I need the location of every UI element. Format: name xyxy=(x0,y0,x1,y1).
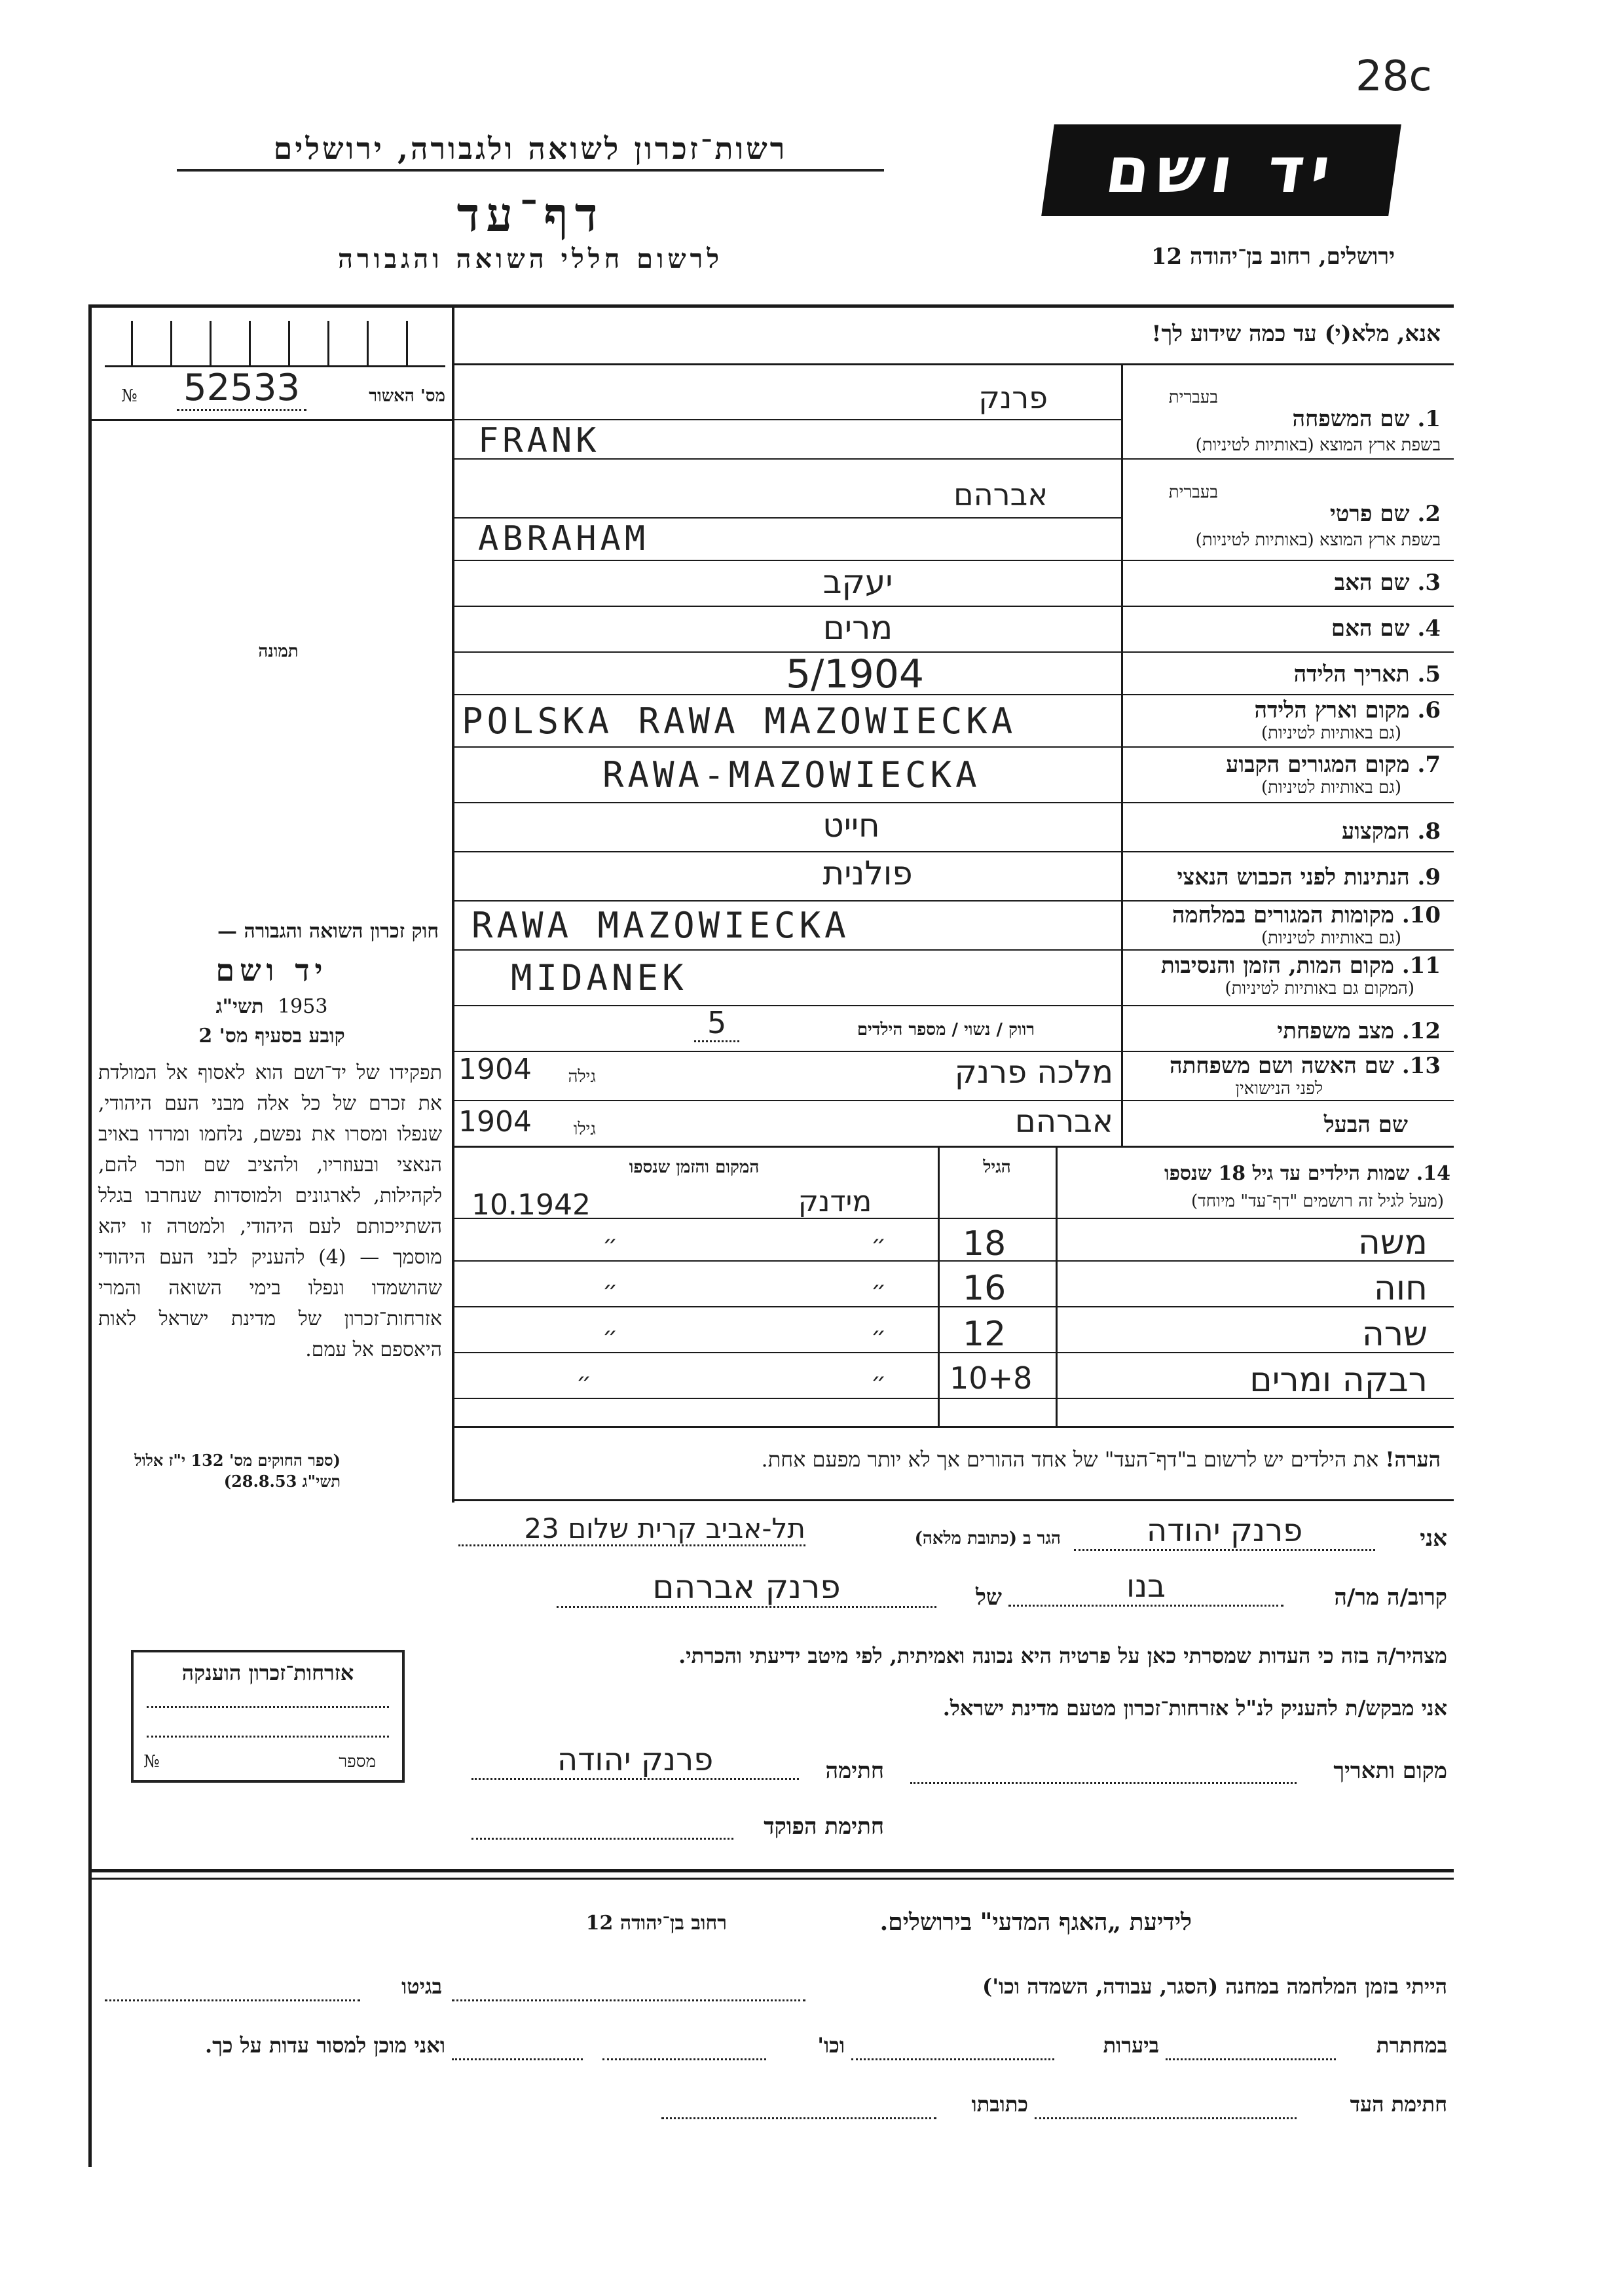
field-13-age: 1904 xyxy=(458,1053,532,1086)
child-2-age: 16 xyxy=(963,1269,1006,1308)
field-6-value: POLSKA RAWA MAZOWIECKA xyxy=(462,701,1017,742)
decl-place-date-label: מקום ותאריך xyxy=(1333,1758,1447,1784)
tick-boxes xyxy=(105,321,445,367)
footer-title: לידיעת „האגף המדעי" בירושלים. xyxy=(879,1908,1192,1936)
field-3-value: יעקב xyxy=(822,563,893,601)
certificate-number-label: מספר xyxy=(339,1752,376,1772)
law-year xyxy=(105,995,439,1018)
field-12-value: 5 xyxy=(694,1005,739,1042)
footer-underground: במחתרת xyxy=(1376,2033,1447,2058)
field-5-label: 5. תאריך הלידה xyxy=(1293,661,1441,687)
husband-value: אברהם xyxy=(1014,1103,1113,1140)
child-3-name: שרה xyxy=(1361,1315,1428,1354)
decl-place-date-line xyxy=(910,1781,1297,1784)
field-6-sub: (גם באותיות לטיניות) xyxy=(1261,723,1401,743)
field-11-sub: (המקום גם באותיות לטיניות) xyxy=(1225,979,1414,998)
field-6-label: 6. מקום וארץ הלידה xyxy=(1254,697,1441,723)
logo-text: יד ושם xyxy=(1101,134,1342,207)
certificate-no-label: № xyxy=(143,1752,160,1772)
field-8-label: 8. המקצוע xyxy=(1341,818,1441,845)
decl-signature: פרנק יהודה xyxy=(471,1741,799,1780)
field-3-label: 3. שם האב xyxy=(1334,570,1441,596)
children-title: 14. שמות הילדים עד גיל 18 שנספו xyxy=(1164,1162,1450,1185)
field-7-label: 7. מקום המגורים הקבוע xyxy=(1226,752,1441,778)
footer-address: רחוב בן־יהודה 12 xyxy=(585,1912,727,1935)
decl-i-label: אני xyxy=(1420,1525,1447,1552)
field-10-value: RAWA MAZOWIECKA xyxy=(471,905,850,946)
approval-number: 52533 xyxy=(177,367,306,411)
child-2-ditto-place: ״ xyxy=(871,1277,887,1303)
law-year-number: 1953 xyxy=(278,995,328,1018)
remark-text: את הילדים יש לרשום ב"דף־העד" של אחד ההורים אך לא יותר מפעם אחת. xyxy=(761,1447,1379,1472)
child-4-age: 10+8 xyxy=(950,1360,1033,1396)
field-9-label: 9. הנתינות לפני הכבוש הנאצי xyxy=(1177,864,1441,890)
husband-age-label: גילו xyxy=(573,1120,596,1139)
decl-relative-of: פרנק אברהם xyxy=(557,1568,936,1608)
child-1-name: משה xyxy=(1357,1223,1428,1262)
child-1-ditto-place: ״ xyxy=(871,1231,887,1258)
authority-name: רשות־זכרון לשואה ולגבורה, ירושלים xyxy=(177,131,884,172)
child-1-age: 18 xyxy=(963,1224,1006,1264)
yad-vashem-logo xyxy=(1041,124,1401,216)
footer-address-label: כתובתו xyxy=(971,2092,1028,2117)
field-2-sub: בשפת ארץ המוצא (באותיות לטיניות) xyxy=(1195,530,1441,550)
page-number: 28c xyxy=(1356,52,1432,101)
decl-request: אני מבקש/ת להעניק לנ"ל אזרחות־זכרון מטעם מדינת ישראל. xyxy=(942,1696,1447,1721)
decl-statement: מצהיר/ה בזה כי העדות שמסרתי כאן על פרטיה היא נכונה ואמיתית, לפי מיטב ידיעתי והכרתי. xyxy=(678,1643,1447,1668)
decl-residing-label: הגר ב (כתובת מלאה) xyxy=(914,1529,1061,1548)
child-4-ditto-place: ״ xyxy=(871,1368,887,1395)
header-address: ירושלים, רחוב בן־יהודה 12 xyxy=(1151,244,1395,270)
law-year-hebrew: תשי"ג xyxy=(215,995,264,1018)
field-2-label: 2. שם פרטי xyxy=(1329,501,1441,527)
law-source: (ספר החוקים מס' 132 י"ז אלול תשי"ג 28.8.53) xyxy=(134,1451,341,1491)
field-2-value-hebrew: אברהם xyxy=(953,477,1048,512)
field-9-value: פולנית xyxy=(822,854,913,892)
photo-label: תמונה xyxy=(258,642,299,661)
remark xyxy=(458,1447,1441,1472)
law-body: תפקידו של יד־ושם הוא לאסוף אל המולדת את זכרם של כל אלה מבני העם היהודי, שנפלו ומסרו את נפשם, נלחמו ומרדו באויב הנאצי ובעוזריו, ולהציב שם וזכר להם, לקהילות, לארגונים ולמוסדות שנחרבו בגלל השתייכותם לעם היהודי, ולמטרה זו יהא מוסמך — (4) להעניק לבני העם היהודי שהושמדו ונפלו בימי השואה והמרי אזרחות־זכרון של מדינת ישראל לאות היאספם אל עמם. xyxy=(98,1061,442,1361)
field-12-options: רווק / נשוי / מספר הילדים xyxy=(857,1020,1035,1040)
children-age-header: הגיל xyxy=(983,1157,1011,1177)
intro-text: אנא, מלא(י) עד כמה שידוע לך! xyxy=(1151,321,1441,347)
field-1-value-latin: FRANK xyxy=(478,421,600,460)
approval-no-label: № xyxy=(121,386,138,406)
decl-declarant: פרנק יהודה xyxy=(1074,1512,1375,1551)
decl-signature-label: חתימה xyxy=(825,1758,884,1784)
form-subtitle: לרשום חללי השואה והגבורה xyxy=(337,244,724,274)
decl-of-label: של xyxy=(976,1584,1002,1611)
field-1-sub: בשפת ארץ המוצא (באותיות לטיניות) xyxy=(1195,435,1441,455)
children-place-header: המקום והזמן שנספו xyxy=(629,1157,760,1177)
child-2-name: חוה xyxy=(1373,1269,1428,1308)
footer-line1: הייתי בזמן המלחמה במחנה (הסגר, עבודה, השמדה וכו') xyxy=(982,1974,1447,1999)
decl-address: תל-אביב קרית שלום 23 xyxy=(458,1512,805,1546)
footer-witness-sig: חתימת העד xyxy=(1350,2092,1447,2117)
footer-ready: ואני מוכן למסור עדות על כך. xyxy=(204,2033,445,2058)
field-12-label: 12. מצב משפחתי xyxy=(1277,1018,1441,1044)
husband-label: שם הבעל xyxy=(1323,1112,1408,1138)
form-title: דף־עד xyxy=(456,187,604,242)
field-5-value: 5/1904 xyxy=(786,651,925,697)
child-4-ditto-date: ״ xyxy=(576,1368,592,1395)
child-1-ditto-date: ״ xyxy=(602,1231,618,1258)
field-8-value: חייט xyxy=(822,807,880,845)
footer-etc: וכו' xyxy=(817,2033,845,2058)
decl-clerk-signature-label: חתימת הפוקד xyxy=(764,1813,884,1840)
field-7-sub: (גם באותיות לטיניות) xyxy=(1261,778,1401,797)
decl-clerk-signature-line xyxy=(471,1836,733,1840)
child-4-name: רבקה ומרים xyxy=(1249,1360,1428,1400)
field-2-value-latin: ABRAHAM xyxy=(478,519,650,558)
law-title: חוק זכרון השואה והגבורה — xyxy=(217,920,439,943)
field-4-value: מרים xyxy=(822,609,893,647)
field-13-label: 13. שם האשה ושם משפחתה xyxy=(1170,1053,1441,1079)
certificate-title: אזרחות־זכרון הוענקה xyxy=(181,1660,354,1685)
field-11-label: 11. מקום המות, הזמן והנסיבות xyxy=(1160,953,1441,979)
child-3-age: 12 xyxy=(963,1315,1006,1354)
field-11-value: MIDANEK xyxy=(511,957,688,998)
field-4-label: 4. שם האם xyxy=(1331,615,1441,642)
certificate-box xyxy=(131,1650,405,1783)
children-first-place: מידנק xyxy=(798,1185,872,1218)
remark-label: הערה! xyxy=(1385,1447,1441,1472)
footer-ghetto: בגיטו xyxy=(401,1974,442,1999)
field-1-hebrew-tag: בעברית xyxy=(1168,388,1218,407)
husband-age: 1904 xyxy=(458,1105,532,1139)
field-13-sub: לפני הנישואין xyxy=(1235,1079,1323,1099)
decl-relation: בנו xyxy=(1008,1568,1283,1607)
child-3-ditto-place: ״ xyxy=(871,1322,887,1349)
approval-label: מס' האשור xyxy=(369,386,445,406)
child-2-ditto-date: ״ xyxy=(602,1277,618,1303)
law-clause: קובע בסעיף מס' 2 xyxy=(198,1025,345,1048)
child-3-ditto-date: ״ xyxy=(602,1322,618,1349)
field-13-value: מלכה פרנק xyxy=(954,1054,1113,1091)
footer-forests: ביערות xyxy=(1103,2033,1159,2058)
field-1-label: 1. שם המשפחה xyxy=(1292,406,1441,432)
decl-relative-label: קרוב/ה מר/ה xyxy=(1334,1584,1447,1611)
field-7-value: RAWA-MAZOWIECKA xyxy=(602,754,981,795)
children-note: (מעל לגיל זה רושמים "דף־עד" מיוחד) xyxy=(1191,1192,1444,1211)
children-first-date: 10.1942 xyxy=(471,1188,591,1222)
field-10-sub: (גם באותיות לטיניות) xyxy=(1261,928,1401,948)
field-1-value-hebrew: פרנק xyxy=(978,380,1048,415)
field-2-hebrew-tag: בעברית xyxy=(1168,483,1218,502)
field-13-age-label: גילה xyxy=(568,1067,596,1087)
law-name: יד ושם xyxy=(215,953,328,988)
field-10-label: 10. מקומות המגורים במלחמה xyxy=(1172,902,1441,928)
